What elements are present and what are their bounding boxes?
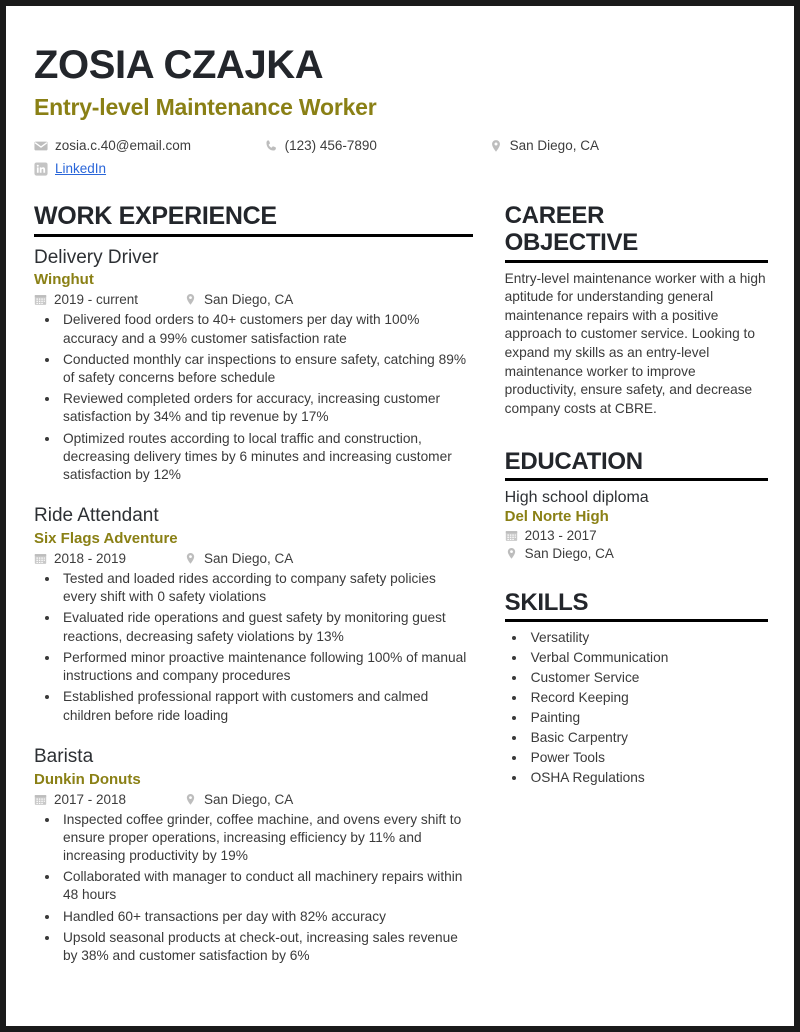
map-pin-icon [489,139,503,153]
job-location-wrap [184,551,293,566]
work-entry [34,745,473,966]
candidate-job-title: Entry-level Maintenance Worker [34,94,377,120]
education-school: Del Norte High [504,507,609,525]
skill-item: • Painting [527,708,768,728]
job-bullet: • Conducted monthly car inspections to ensure safety, catching 89% of safety concerns before schedule [60,351,473,387]
skill-item: • OSHA Regulations [527,768,768,788]
work-entry [34,504,473,725]
calendar-icon [34,793,47,806]
job-location-wrap [184,292,293,307]
map-pin-icon [184,293,197,306]
job-meta [34,792,473,807]
job-meta [34,551,473,566]
resume-body [34,202,768,968]
section-heading-career-objective [505,202,768,262]
contact-phone[interactable] [264,138,489,153]
calendar-icon [34,552,47,565]
contact-email-text: zosia.c.40@email.com [55,138,192,154]
contact-row-primary [34,134,654,157]
job-dates: 2019 - current [54,292,139,308]
job-position: Barista [34,745,94,767]
job-bullet: • Reviewed completed orders for accuracy, increasing customer satisfaction by 34% and tip revenue by 17% [60,390,473,426]
section-heading-work-experience: WORK EXPERIENCE [34,202,473,236]
contact-location [489,138,654,153]
job-location: San Diego, CA [204,292,294,308]
section-heading-skills: SKILLS [505,589,768,622]
section-heading-line-2: OBJECTIVE [504,229,638,257]
skills-list [527,628,768,788]
contact-location-text: San Diego, CA [509,138,599,154]
education-section [505,448,768,561]
job-dates-wrap [34,551,184,566]
skill-item: • Versatility [527,628,768,648]
calendar-icon [505,529,518,542]
job-bullet: • Performed minor proactive maintenance following 100% of manual instructions and company procedures [60,649,473,685]
phone-icon [264,139,278,153]
job-location: San Diego, CA [204,791,294,807]
education-degree: High school diploma [504,488,649,506]
map-pin-icon [505,547,518,560]
contact-email[interactable] [34,138,264,153]
section-heading-line-1: CAREER [504,202,605,230]
candidate-name: ZOSIA CZAJKA [34,43,324,87]
job-bullet: • Inspected coffee grinder, coffee machine, and ovens every shift to ensure proper operations, increasing efficiency by 11% and increasing productivity by 19% [60,811,473,866]
job-company: Six Flags Adventure [34,530,178,548]
job-bullet-list [60,570,473,725]
education-dates-wrap [505,528,768,543]
contact-linkedin-link[interactable]: LinkedIn [55,161,107,177]
envelope-icon [34,139,48,153]
career-objective-section [505,202,768,418]
job-bullet: • Tested and loaded rides according to company safety policies every shift with 0 safety violations [60,570,473,606]
job-bullet: • Evaluated ride operations and guest safety by monitoring guest reactions, decreasing safety violations by 13% [60,609,473,645]
job-dates-wrap [34,792,184,807]
section-heading-education: EDUCATION [505,448,768,481]
job-company: Dunkin Donuts [34,770,141,788]
skill-item: • Power Tools [527,748,768,768]
education-location: San Diego, CA [524,545,614,561]
job-bullet-list [60,311,473,484]
skill-item: • Basic Carpentry [527,728,768,748]
skill-item: • Customer Service [527,668,768,688]
calendar-icon [34,293,47,306]
job-meta [34,292,473,307]
job-position: Delivery Driver [34,246,159,268]
job-dates: 2018 - 2019 [54,551,127,567]
left-column [34,202,483,968]
job-dates-wrap [34,292,184,307]
contact-phone-text: (123) 456-7890 [284,138,377,154]
job-bullet-list [60,811,473,966]
job-bullet: • Established professional rapport with customers and calmed children before ride loading [60,688,473,724]
education-dates: 2013 - 2017 [524,527,597,543]
job-location: San Diego, CA [204,551,294,567]
linkedin-icon [34,162,48,176]
job-bullet: • Handled 60+ transactions per day with 82% accuracy [60,908,473,926]
skills-section [505,589,768,788]
job-bullet: • Collaborated with manager to conduct all machinery repairs within 48 hours [60,868,473,904]
job-company: Winghut [34,271,94,289]
contact-details [34,134,654,180]
work-entry [34,246,473,485]
skill-item: • Verbal Communication [527,648,768,668]
map-pin-icon [184,552,197,565]
skill-item: • Record Keeping [527,688,768,708]
right-column [505,202,768,968]
resume-header [34,44,768,180]
contact-row-secondary [34,157,654,180]
job-bullet: • Upsold seasonal products at check-out, increasing sales revenue by 38% and customer satisfaction by 6% [60,929,473,965]
career-objective-text: Entry-level maintenance worker with a high aptitude for understanding general maintenance repairs with a positive approach to customer service. Looking to expand my skills as an entry-level maintenance worker to improve productivity, ensure safety, and decrease company costs at CBRE. [504,270,766,416]
job-location-wrap [184,792,293,807]
education-entry [505,489,768,561]
contact-linkedin[interactable] [34,161,284,176]
job-position: Ride Attendant [34,505,159,527]
education-location-wrap [505,546,768,561]
map-pin-icon [184,793,197,806]
job-bullet: • Optimized routes according to local traffic and construction, decreasing delivery times by 6 minutes and increasing customer satisfaction by 12% [60,430,473,485]
job-dates: 2017 - 2018 [54,791,127,807]
job-bullet: • Delivered food orders to 40+ customers per day with 100% accuracy and a 99% customer satisfaction rate [60,311,473,347]
resume-page [6,6,794,1026]
